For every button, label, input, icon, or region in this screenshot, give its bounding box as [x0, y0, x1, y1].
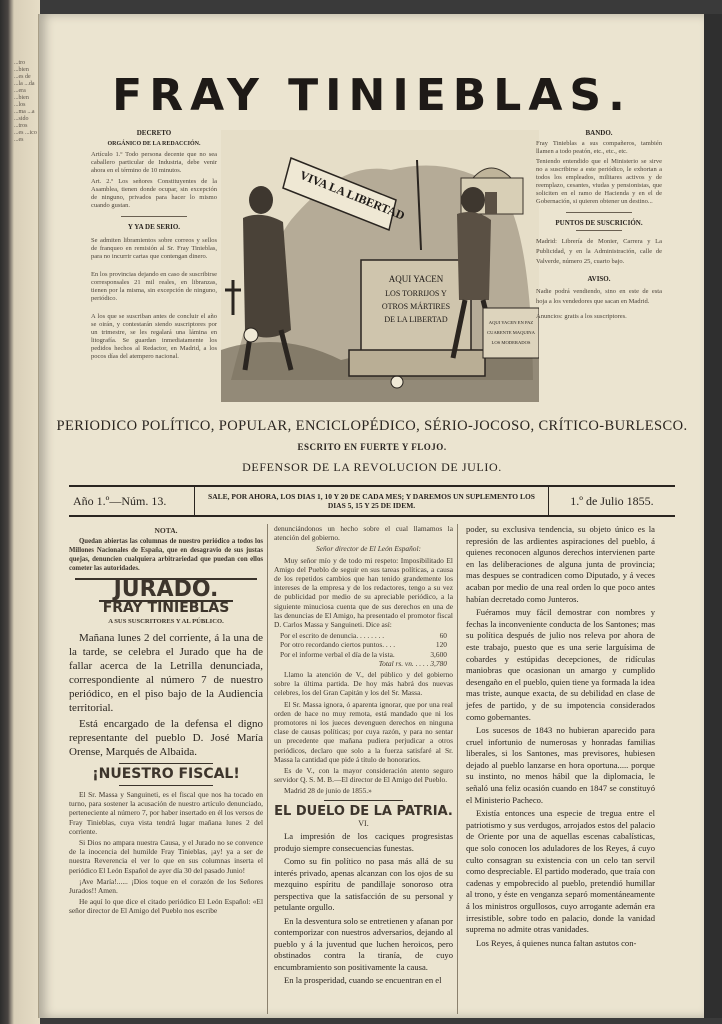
letter-body-2: Llamo la atención de V., del público y del gobierno sobre la última partida. De hoy más habrá dos nuevas celebres, los del Gran Capitán y los del Sr. Massa. — [274, 670, 453, 698]
serio-para-1: Se admiten libramientos sobre correos y sellos de franqueo en remisión al Sr. Fray Tinieblas, para no incurrir cartas que contengan dinero. — [91, 237, 217, 260]
issue-info-bar — [69, 485, 675, 517]
duelo-cont-2: Fuéramos muy fácil demostrar con nombres y fechas la inconveniente conducta de los Santones; mas su política después de julio nos releva por ahora de este trabajo, puesto que es una serie larguísima de cobardes y estúpidas decepciones, de ridículas maniobras que ocasionan un amargo y cumplido desengaño en el pueblo, quien tiene ya formada la idea mas triste, aunque exacta, de su debilidad en clase de jefes de partido, y de su impotencia considerados como gobernantes. — [466, 607, 655, 722]
jurado-para-1: Mañana lunes 2 del corriente, á la una de la tarde, se celebra el Jurado que ha de fallar acerca de la Letrilla denunciada, correspondiente al número 7 de nuestro periódico, en el piso bajo de la Audiencia territorial. — [69, 631, 263, 714]
duelo-para-1: La impresión de los caciques progresistas produjo siempre consecuencias funestas. — [274, 831, 453, 853]
duelo-para-4: En la prosperidad, cuando se encuentran en el — [284, 975, 442, 986]
masthead-title: FRAY TINIEBLAS. — [112, 70, 632, 121]
side-tomb-line-3: LOS MODERADOS — [491, 340, 531, 345]
tomb-line-2: LOS TORRIJOS Y — [385, 289, 447, 298]
article-column-1 — [69, 524, 263, 1014]
masthead-illustration — [221, 130, 539, 402]
letter-salutation: Señor director de El León Español: — [315, 544, 422, 554]
right-sidebar — [536, 126, 662, 321]
tomb-line-1: AQUI YACEN — [388, 274, 444, 284]
decreto-article-2: Art. 2.º Los señores Constituyentes de la Asamblea, tienen donde ocupar, sin excepción de ninguno, privados para hacer lo mismo cuando gustan. — [91, 178, 217, 209]
adjacent-page-edge — [0, 0, 40, 1024]
column-divider — [119, 785, 213, 786]
side-tomb-line-2: CUARENTE MAQUINA — [487, 330, 535, 335]
duelo-cont-1: poder, su exclusiva tendencia, su objeto único es la represión de las ardientes aspiraciones del pueblo, á quienes reconocen algunos derechos intervienen parte en las deliberaciones de alguna junta de provincia; mas despues se contradicen como Diputado, y á veces acaban por medio de una real orden lo que poco antes habían decretado como Junteros. — [466, 524, 655, 604]
fiscal-para-1: El Sr. Massa y Sanguineti, es el fiscal que nos ha tocado en turno, para sostener la acusación de nuestro artículo denunciado, perteneciente al número 7, por haber insertado en él los versos de Fray Tinieblas, cuya vista tendrá lugar mañana lunes 2 del corriente. — [69, 790, 263, 836]
article-column-2 — [267, 524, 453, 1014]
letter-body-1: Muy señor mío y de todo mi respeto: Imposibilitado El Amigo del Pueblo de seguir en sus tareas políticas, a causa de los repetidos cambios que han tenido grandemente los intereses de la empresa y de los redactores, tengo a su vez de publicidad por medio de su apreciable periódico, a la siguiente minuciosa cuenta que de sus derechos en una de las denuncias de El Amigo, ha presentado el promotor fiscal D. Carlos Massa y Sanguineti. Dice así: — [274, 555, 453, 630]
fee-value: 60 — [439, 631, 447, 641]
serio-para-2: En los provincias dejando en caso de suscribirse corresponsales 21 mil reales, en libranzas, tienen por la misma, sin excepción de ninguno, periódico. — [91, 271, 217, 302]
decreto-subheading: ORGÁNICO DE LA REDACCIÓN. — [107, 141, 201, 147]
tomb-line-3: OTROS MÁRTIRES — [381, 302, 451, 311]
nota-text: Quedan abiertas las columnas de nuestro periódico a todos los Millones Nacionales de España, que en desagravio de sus justas quejas, denuncien cualquiera arbitrariedad que puedan con ellos cometer las autoridades. — [69, 538, 263, 573]
aviso-para: Nadie podrá vendiendo, sino en este de esta hoja a los vendedores que sacan en Madrid. — [536, 288, 662, 305]
suscripcion-heading: PUNTOS DE SUSCRICIÓN. — [555, 219, 643, 227]
duelo-section-number: VI. — [358, 818, 369, 828]
fee-label: Por el informe verbal el día de la vista. — [280, 649, 395, 659]
fee-row — [274, 650, 453, 659]
decreto-heading: DECRETO — [136, 129, 172, 137]
serio-para-3: A los que se suscriban antes de concluir el año se oirán, y contestarán siendo suscriptores por un trimestre, se les regalará una lámina en litografía. Se guardan inmediatamente los pedidos hechos al Redactor, en Madrid, a los pocos días del atempero nacional. — [91, 313, 217, 360]
duelo-cont-4: Existía entonces una especie de tregua entre el patriotismo y sus verdugos, arrojados estos del palacio de Oriente por una de aquellas escenas cabalísticas, que solo conocen los aduladores de los Reyes, á cuyo culto consagran su existencia con un celo tan servil como despreciable. El partido moderado, que traía con cadenas y empobrecido al pueblo, pretendió humillar al trono, y éste en venganza separó momentáneamente á los ministros orgullosos, cuyo arrogante ademán era irresistible, sobre todo en palacio, donde la vanidad suprema no admite otras vanidades. — [466, 808, 655, 935]
newspaper-tagline: DEFENSOR DE LA REVOLUCION DE JULIO. — [242, 460, 502, 474]
side-tomb-line-1: AQUI YACEN EN PAZ — [488, 320, 534, 325]
publication-schedule: SALE, POR AHORA, LOS DIAS 1, 10 Y 20 DE CADA MES; Y DAREMOS UN SUPLEMENTO LOS DIAS 5, 15 Y 25 DE IDEM. — [195, 487, 549, 515]
column-divider — [324, 800, 403, 801]
fray-heading: FRAY TINIEBLAS — [102, 600, 230, 617]
adjacent-page-text: ...tro ...bien ...es de ...la ...da ...era ...bien ...los ...ma ...a ...sido ...tros ...es ...ico ...es — [14, 60, 37, 143]
newspaper-subtitle: PERIODICO POLÍTICO, POPULAR, ENCICLOPÉDICO, SÉRIO-JOCOSO, CRÍTICO-BURLESCO. — [56, 418, 688, 434]
duelo-heading: EL DUELO DE LA PATRIA. — [274, 803, 453, 819]
scan-background-edge — [704, 14, 722, 1018]
fee-value: 120 — [435, 640, 447, 650]
fee-row — [274, 640, 453, 649]
tomb-line-4: DE LA LIBERTAD — [384, 315, 448, 324]
left-sidebar — [91, 126, 217, 361]
anuncios-para: Anuncios: gratis a los suscriptores. — [536, 313, 627, 320]
sidebar-divider — [121, 216, 187, 217]
serio-heading: Y YA DE SERIO. — [127, 223, 181, 231]
newspaper-motto: ESCRITO EN FUERTE Y FLOJO. — [297, 442, 447, 452]
letter-body-4: Es de V., con la mayor consideración atento seguro servidor Q. S. M. B.—El director de El Amigo del Pueblo. — [274, 766, 453, 785]
fiscal-para-2: Si Dios no ampara nuestra Causa, y el Jurado no se convence de la inocencia del humilde Fray Tinieblas, ¡ay! ya a ser de nuestra Reverencia el ver lo que en sus columnas inserta el periódico El León Español de ayer día 30 del pasado Junio! — [69, 838, 263, 875]
fee-total: Total rs. vn. . . . . 3,780 — [378, 658, 447, 668]
fee-value: 3,600 — [430, 649, 447, 659]
letter-body-3: El Sr. Massa ignora, ó aparenta ignorar, que por una real orden de hace no muy remota, está mandado que ni los promotores ni los jueces devenguen derechos en ninguna clase de causas políticas; por cuya razón, y para no sentar un precedente que mañana pudiera perjudicar a otros periódicos, declaro que solo a la fuerza satisfaré al Sr. Massa la cantidad que pide á título de honorarios. — [274, 699, 453, 764]
fee-label: Por otro recordando ciertos puntos. . . . — [280, 640, 396, 650]
aviso-heading: AVISO. — [587, 275, 611, 283]
fiscal-para-3: ¡Ave María!...... ¡Dios toque en el corazón de los Señores Jurados!! Amen. — [69, 876, 263, 896]
letter-intro: denunciándonos un hecho sobre el cual llamamos la atención del gobierno. — [274, 524, 453, 543]
bando-para-2: Teniendo entendido que el Ministerio se sirve no a suscribirse a este periódico, le exhortan a todos los empleados, militares activos y de reemplazo, cesantes, viudas y pensionistas, que soliciten en el ramo de Hacienda y en el de Gobernación, si quieren obtener un destino... — [536, 158, 662, 205]
suscripcion-para: Madrid: Librería de Monier, Carrera y La Publicidad, y en la Administración, calle de Valverde, número 25, cuarto bajo. — [536, 238, 662, 265]
bando-para-1: Fray Tinieblas a sus compañeros, también llamen a todo peatón, etc., etc., etc. — [536, 140, 662, 155]
duelo-cont-3: Los sucesos de 1843 no hubieran aparecido para cruel infortunio de numerosas y honradas familias liberales, si los Santones, mas previsores, hubiesen dejado al pueblo lanzarse en hora oportuna..... porque su instinto, no menos hábil que la diplomacia, le señaló una feliz ocasión cuando en 1847 se constituyó el Ministerio Pacheco. — [466, 725, 655, 805]
sidebar-divider — [576, 230, 622, 231]
letter-date: Madrid 28 de junio de 1855.» — [284, 786, 372, 796]
duelo-para-3: En la desventura solo se entretienen y afanan por contemporizar con nuestros adversarios, dejando al pueblo y á la juventud que luchen heroicos, pero obstinados contra la tiranía, de cuyo encumbramiento son positivamente la causa. — [274, 915, 453, 972]
issue-date: 1.º de Julio 1855. — [570, 493, 654, 508]
decreto-article-1: Artículo 1.º Todo persona decente que no sea caballero particular de Industria, debe venir ahora en el término de 10 minutos. — [91, 151, 217, 174]
fiscal-para-4: He aquí lo que dice el citado periódico El León Español: «El señor director de El Amigo del Pueblo nos escribe — [69, 897, 263, 916]
newspaper-page — [38, 14, 704, 1018]
duelo-cont-5: Los Reyes, á quienes nunca faltan astutos con- — [476, 937, 637, 948]
issue-number: Año 1.º—Núm. 13. — [69, 487, 195, 515]
fray-subheading: A SUS SUSCRITORES Y AL PÚBLICO. — [108, 617, 224, 625]
fee-row — [274, 631, 453, 640]
fee-label: Por el escrito de denuncia. . . . . . . . — [280, 631, 385, 641]
column-divider — [119, 763, 213, 764]
duelo-para-2: Como su fin político no pasa más allá de su interés privado, apenas alcanzan con los ojos de su mezquino espíritu de pandillaje sonoroso otra perspectiva que la satisfacción de su personal y petulante orgullo. — [274, 856, 453, 913]
nota-heading: NOTA. — [154, 526, 178, 535]
article-column-3 — [457, 524, 655, 1014]
jurado-para-2: Está encargado de la defensa el digno representante del pueblo D. José María Orense, Marqués de Albaida. — [69, 717, 263, 758]
jurado-heading: JURADO. — [113, 577, 219, 603]
banner-text: VIVA LA LIBERTAD — [297, 167, 407, 223]
bando-heading: BANDO. — [585, 129, 613, 137]
fiscal-heading: ¡NUESTRO FISCAL! — [92, 765, 240, 782]
sidebar-divider — [566, 212, 632, 213]
